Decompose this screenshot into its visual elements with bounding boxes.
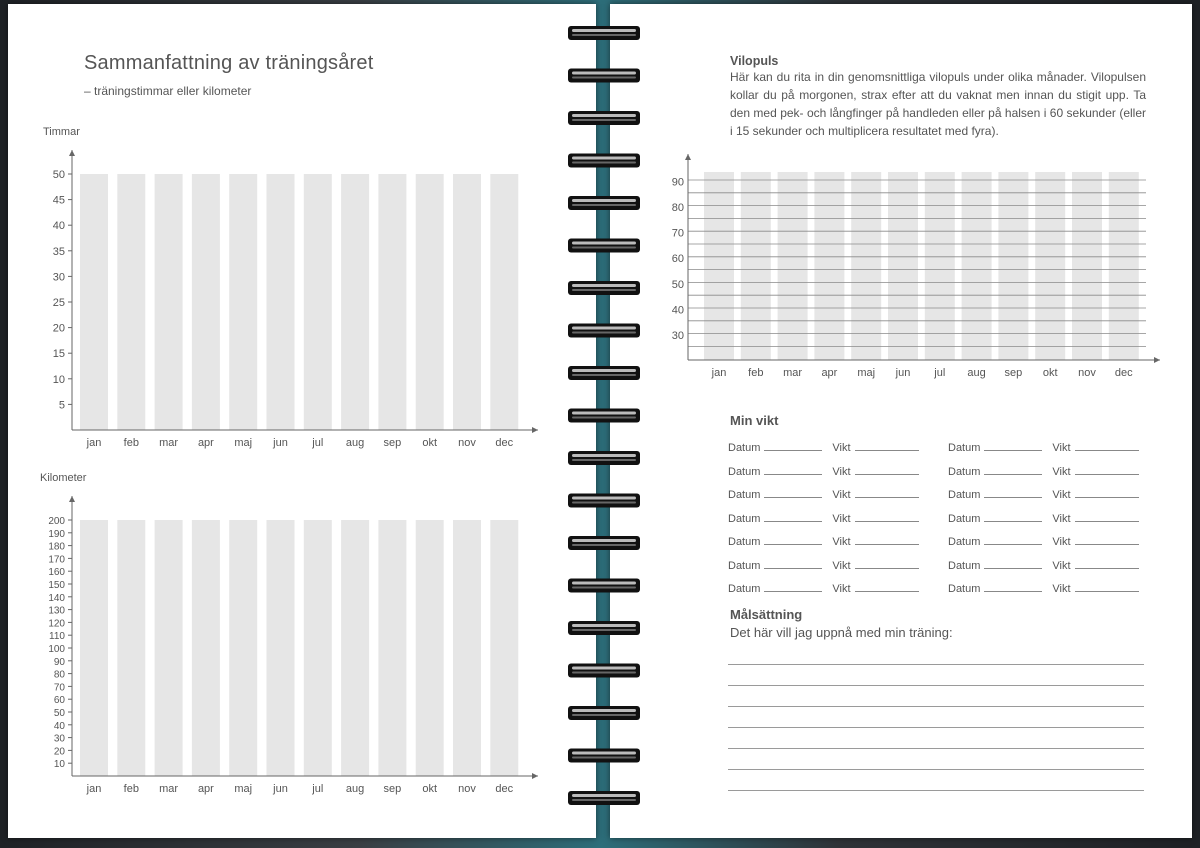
spiral-wire <box>568 536 640 550</box>
spiral-highlight <box>572 72 636 75</box>
weight-entry <box>948 487 1139 507</box>
empty-bar <box>1035 172 1065 360</box>
empty-bar <box>925 172 955 360</box>
y-tick-label: 40 <box>671 304 684 317</box>
month-label: maj <box>234 437 253 449</box>
spiral-highlight <box>572 539 636 542</box>
spiral-loop <box>568 196 640 210</box>
writing-line[interactable] <box>728 748 1144 749</box>
y-tick-label: 5 <box>58 399 65 412</box>
date-field[interactable] <box>984 534 1042 545</box>
empty-bar <box>778 172 808 360</box>
spiral-loop <box>568 494 640 508</box>
empty-bar <box>851 172 881 360</box>
weight-label: Vikt <box>1052 536 1071 548</box>
weight-field[interactable] <box>855 440 919 451</box>
weight-entry <box>948 581 1139 601</box>
date-label: Datum <box>728 442 761 454</box>
weight-entry <box>948 558 1139 578</box>
weight-label: Vikt <box>832 583 851 595</box>
weight-field[interactable] <box>1075 581 1139 592</box>
spiral-highlight <box>572 752 636 755</box>
empty-bar <box>814 172 844 360</box>
y-tick-label: 60 <box>671 253 684 266</box>
empty-bar <box>229 520 257 776</box>
month-label: aug <box>345 783 365 795</box>
spiral-highlight <box>572 412 636 415</box>
writing-line[interactable] <box>728 790 1144 791</box>
month-label: jun <box>273 437 288 449</box>
month-label: sep <box>1004 367 1023 379</box>
km-axis-label: Kilometer <box>40 472 87 484</box>
empty-bar <box>962 172 992 360</box>
spiral-loop <box>568 239 640 253</box>
y-tick-label: 50 <box>52 169 65 181</box>
spiral-shade <box>572 34 636 36</box>
spiral-shade <box>572 417 636 419</box>
weight-entry <box>728 558 919 578</box>
spiral-highlight <box>572 199 636 202</box>
weight-label: Vikt <box>1052 583 1071 595</box>
month-label: feb <box>123 437 139 449</box>
month-label: apr <box>197 783 214 795</box>
pulse-chart <box>610 144 1192 384</box>
date-label: Datum <box>728 583 761 595</box>
y-tick-label: 140 <box>48 592 65 604</box>
empty-bar <box>341 174 369 430</box>
y-tick-label: 70 <box>53 682 65 694</box>
month-label: dec <box>495 783 514 795</box>
weight-field[interactable] <box>855 511 919 522</box>
month-label: nov <box>1078 367 1096 379</box>
spiral-wire <box>568 196 640 210</box>
spiral-wire <box>568 111 640 125</box>
pulse-description: Här kan du rita in din genomsnittliga vilopuls under olika månader. Vilopulsen kollar du på morgonen, strax efter att du vaknat men innan du stigit upp. Ta den med pek- och långfinger på handleden eller på halsen i 60 sekunder (eller i 15 sekunder och multiplicera resultatet med fyra). <box>730 70 1146 138</box>
weight-label: Vikt <box>832 536 851 548</box>
spiral-highlight <box>572 582 636 585</box>
weight-field[interactable] <box>855 464 919 475</box>
empty-bar <box>416 520 444 776</box>
weight-label: Vikt <box>832 489 851 501</box>
empty-bar <box>155 520 183 776</box>
weight-label: Vikt <box>1052 489 1071 501</box>
date-label: Datum <box>948 489 981 501</box>
spiral-loop <box>568 26 640 40</box>
writing-line[interactable] <box>728 664 1144 665</box>
date-label: Datum <box>948 465 981 478</box>
weight-entry <box>728 581 919 601</box>
weight-field[interactable] <box>855 581 919 592</box>
spiral-highlight <box>572 157 636 160</box>
month-label: sep <box>383 783 402 795</box>
y-tick-label: 10 <box>52 373 65 386</box>
spiral-shade <box>572 332 636 334</box>
month-label: jun <box>273 783 288 795</box>
month-label: dec <box>495 437 514 449</box>
weight-field[interactable] <box>855 487 919 498</box>
spiral-loop <box>568 409 640 423</box>
spiral-loop <box>568 154 640 168</box>
spiral-wire <box>568 749 640 763</box>
spiral-wire <box>568 706 640 720</box>
writing-line[interactable] <box>728 769 1144 770</box>
empty-bar <box>490 520 518 776</box>
empty-bar <box>704 172 734 360</box>
empty-bar <box>304 520 332 776</box>
date-label: Datum <box>948 512 981 525</box>
y-tick-label: 40 <box>53 720 65 732</box>
y-tick-label: 70 <box>671 227 684 240</box>
spiral-shade <box>572 119 636 121</box>
spiral-shade <box>572 714 636 716</box>
writing-line[interactable] <box>728 706 1144 707</box>
month-label: maj <box>234 783 253 795</box>
empty-bar <box>1109 172 1139 360</box>
month-label: dec <box>1114 367 1133 379</box>
spiral-wire <box>568 451 640 465</box>
y-tick-label: 150 <box>48 580 65 591</box>
y-tick-label: 60 <box>53 695 65 707</box>
weight-field[interactable] <box>855 534 919 545</box>
y-tick-label: 80 <box>53 669 65 681</box>
spiral-shade <box>572 247 636 249</box>
spiral-shade <box>572 502 636 504</box>
spiral-shade <box>572 289 636 291</box>
date-field[interactable] <box>764 511 822 522</box>
spiral-shade <box>572 629 636 631</box>
month-label: okt <box>1042 367 1058 379</box>
date-field[interactable] <box>764 440 822 451</box>
y-axis-arrow <box>69 496 75 502</box>
y-tick-label: 45 <box>52 194 65 207</box>
weight-entry <box>948 511 1139 531</box>
date-field[interactable] <box>764 487 822 498</box>
spiral-wire <box>568 239 640 253</box>
empty-bar <box>490 174 518 430</box>
y-tick-label: 50 <box>671 278 684 291</box>
date-label: Datum <box>728 512 761 525</box>
y-tick-label: 180 <box>48 541 65 553</box>
spiral-loop <box>568 706 640 720</box>
date-field[interactable] <box>984 440 1042 451</box>
y-tick-label: 200 <box>48 516 65 527</box>
empty-bar <box>453 520 481 776</box>
weight-label: Vikt <box>832 559 851 572</box>
spiral-loop <box>568 324 640 338</box>
empty-bar <box>192 174 220 430</box>
date-label: Datum <box>948 559 981 572</box>
y-tick-label: 50 <box>53 708 65 719</box>
date-field[interactable] <box>984 464 1042 475</box>
weight-entry <box>728 487 919 507</box>
spiral-loop <box>568 536 640 550</box>
km-chart <box>8 480 596 810</box>
month-label: feb <box>123 783 139 795</box>
spiral-highlight <box>572 29 636 32</box>
empty-bar <box>453 174 481 430</box>
x-axis-arrow <box>1154 357 1160 363</box>
empty-bar <box>80 174 108 430</box>
date-field[interactable] <box>984 511 1042 522</box>
y-tick-label: 170 <box>48 554 65 566</box>
y-tick-label: 90 <box>671 176 684 189</box>
date-field[interactable] <box>764 534 822 545</box>
empty-bar <box>117 174 145 430</box>
weight-field[interactable] <box>1075 558 1139 569</box>
spiral-binding <box>566 18 642 818</box>
month-label: jan <box>711 367 727 379</box>
spiral-highlight <box>572 242 636 245</box>
weight-heading: Min vikt <box>730 413 779 428</box>
weight-label: Vikt <box>1052 442 1071 454</box>
date-field[interactable] <box>764 581 822 592</box>
right-page <box>610 4 1192 838</box>
month-label: nov <box>458 783 476 795</box>
date-field[interactable] <box>764 464 822 475</box>
month-label: mar <box>783 367 803 379</box>
spiral-loop <box>568 69 640 83</box>
spiral-wire <box>568 579 640 593</box>
month-label: maj <box>857 367 876 379</box>
spiral-highlight <box>572 454 636 457</box>
month-label: aug <box>345 437 365 449</box>
spiral-wire <box>568 69 640 83</box>
pulse-heading: Vilopuls <box>730 54 779 68</box>
spiral-shade <box>572 204 636 206</box>
weight-label: Vikt <box>1052 559 1071 572</box>
spiral-shade <box>572 374 636 376</box>
month-label: jun <box>895 367 911 379</box>
y-tick-label: 15 <box>52 348 65 361</box>
date-field[interactable] <box>764 558 822 569</box>
date-label: Datum <box>728 559 761 572</box>
x-axis-arrow <box>532 427 538 433</box>
spiral-wire <box>568 664 640 678</box>
y-tick-label: 120 <box>48 618 65 630</box>
spiral-highlight <box>572 709 636 712</box>
spiral-shade <box>572 587 636 589</box>
weight-label: Vikt <box>832 465 851 478</box>
y-tick-label: 30 <box>53 733 65 745</box>
y-tick-label: 100 <box>48 644 65 655</box>
spiral-shade <box>572 459 636 461</box>
weight-entry <box>948 534 1139 554</box>
spiral-loop <box>568 621 640 635</box>
y-tick-label: 10 <box>53 759 65 771</box>
month-label: mar <box>159 783 179 795</box>
date-label: Datum <box>728 489 761 501</box>
empty-bar <box>117 520 145 776</box>
weight-entry <box>728 534 919 554</box>
spiral-loop <box>568 749 640 763</box>
empty-bar <box>416 174 444 430</box>
empty-bar <box>378 174 406 430</box>
spiral-shade <box>572 77 636 79</box>
spiral-wire <box>568 409 640 423</box>
spiral-loop <box>568 281 640 295</box>
spiral-shade <box>572 162 636 164</box>
y-tick-label: 80 <box>671 202 684 214</box>
spiral-wire <box>568 154 640 168</box>
spiral-shade <box>572 544 636 546</box>
writing-line[interactable] <box>728 685 1144 686</box>
date-field[interactable] <box>984 487 1042 498</box>
weight-label: Vikt <box>832 442 851 454</box>
empty-bar <box>304 174 332 430</box>
y-tick-label: 35 <box>52 245 65 258</box>
y-tick-label: 110 <box>49 631 65 643</box>
y-tick-label: 20 <box>53 746 65 758</box>
spiral-wire <box>568 366 640 380</box>
spiral-highlight <box>572 369 636 372</box>
date-label: Datum <box>728 465 761 478</box>
empty-bar <box>888 172 918 360</box>
empty-bar <box>192 520 220 776</box>
spiral-shade <box>572 757 636 759</box>
hours-chart <box>8 134 596 464</box>
page-subtitle: – träningstimmar eller kilometer <box>84 84 252 98</box>
spiral-highlight <box>572 497 636 500</box>
y-tick-label: 160 <box>48 567 65 579</box>
page-title: Sammanfattning av träningsåret <box>84 52 374 74</box>
spiral-highlight <box>572 624 636 627</box>
month-label: sep <box>383 437 402 449</box>
weight-field[interactable] <box>1075 487 1139 498</box>
empty-bar <box>267 174 295 430</box>
spiral-wire <box>568 494 640 508</box>
weight-field[interactable] <box>1075 440 1139 451</box>
month-label: jan <box>86 437 102 449</box>
month-label: mar <box>159 437 179 449</box>
left-page <box>8 4 596 838</box>
month-label: okt <box>422 437 438 449</box>
date-label: Datum <box>948 583 981 595</box>
spiral-highlight <box>572 667 636 670</box>
spiral-shade <box>572 799 636 801</box>
y-axis-arrow <box>69 150 75 156</box>
spiral-wire <box>568 791 640 805</box>
date-label: Datum <box>728 536 761 548</box>
weight-entry <box>728 464 919 484</box>
month-label: nov <box>458 437 476 449</box>
empty-bar <box>998 172 1028 360</box>
empty-bar <box>155 174 183 430</box>
spiral-loop <box>568 579 640 593</box>
y-tick-label: 30 <box>671 330 684 342</box>
empty-bar <box>229 174 257 430</box>
empty-bar <box>1072 172 1102 360</box>
weight-field[interactable] <box>1075 464 1139 475</box>
y-tick-label: 130 <box>48 605 65 617</box>
weight-label: Vikt <box>1052 512 1071 525</box>
y-tick-label: 90 <box>53 656 65 668</box>
month-label: aug <box>967 367 986 379</box>
spiral-wire <box>568 621 640 635</box>
empty-bar <box>741 172 771 360</box>
weight-field[interactable] <box>855 558 919 569</box>
month-label: okt <box>422 783 438 795</box>
spiral-wire <box>568 324 640 338</box>
empty-bar <box>378 520 406 776</box>
month-label: jul <box>934 367 946 379</box>
date-field[interactable] <box>984 558 1042 569</box>
weight-field[interactable] <box>1075 511 1139 522</box>
y-axis-arrow <box>685 154 691 160</box>
y-tick-label: 25 <box>52 297 65 309</box>
empty-bar <box>341 520 369 776</box>
goal-prompt: Det här vill jag uppnå med min träning: <box>730 625 953 640</box>
y-tick-label: 40 <box>52 220 65 233</box>
hours-axis-label: Timmar <box>43 126 80 138</box>
spiral-highlight <box>572 794 636 797</box>
y-tick-label: 190 <box>48 528 65 540</box>
spiral-shade <box>572 672 636 674</box>
weight-entry <box>728 511 919 531</box>
spiral-loop <box>568 791 640 805</box>
spiral-wire <box>568 26 640 40</box>
weight-entry <box>948 440 1139 460</box>
y-tick-label: 30 <box>52 271 65 284</box>
y-tick-label: 20 <box>52 322 65 335</box>
weight-label: Vikt <box>832 512 851 525</box>
month-label: jul <box>312 437 324 449</box>
month-label: feb <box>748 367 764 379</box>
spiral-loop <box>568 111 640 125</box>
x-axis-arrow <box>532 773 538 779</box>
month-label: apr <box>821 367 838 379</box>
empty-bar <box>80 520 108 776</box>
spiral-highlight <box>572 284 636 287</box>
weight-entry <box>728 440 919 460</box>
spiral-highlight <box>572 114 636 117</box>
month-label: jan <box>86 783 102 795</box>
goal-heading: Målsättning <box>730 607 803 622</box>
date-label: Datum <box>948 536 981 548</box>
spiral-loop <box>568 664 640 678</box>
month-label: jul <box>312 783 324 795</box>
spiral-loop <box>568 366 640 380</box>
date-label: Datum <box>948 442 981 454</box>
date-field[interactable] <box>984 581 1042 592</box>
weight-label: Vikt <box>1052 465 1071 478</box>
empty-bar <box>267 520 295 776</box>
spiral-highlight <box>572 327 636 330</box>
writing-line[interactable] <box>728 727 1144 728</box>
spiral-loop <box>568 451 640 465</box>
weight-field[interactable] <box>1075 534 1139 545</box>
month-label: apr <box>197 437 214 449</box>
spiral-wire <box>568 281 640 295</box>
weight-entry <box>948 464 1139 484</box>
